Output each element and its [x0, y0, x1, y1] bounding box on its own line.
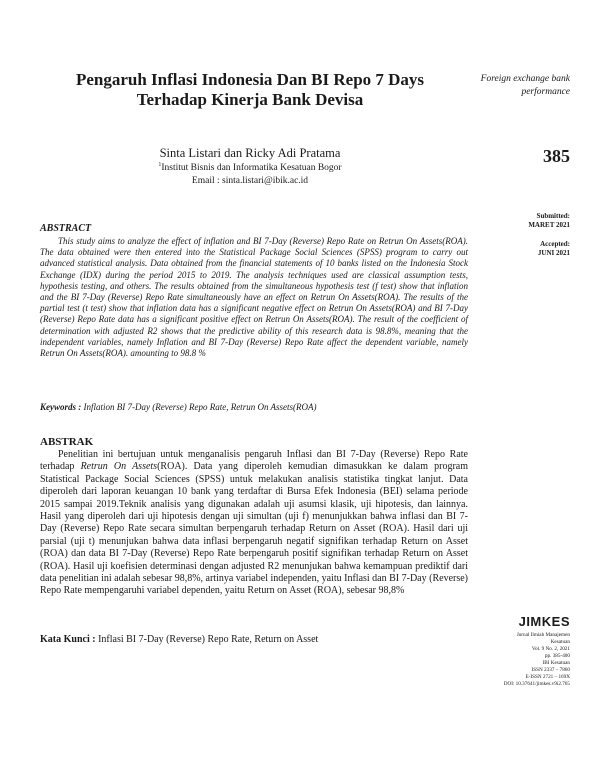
journal-info-line: Jurnal Ilmiah Manajemen: [516, 632, 570, 638]
running-title: [440, 73, 570, 99]
keywords-en-text: Inflation BI 7-Day (Reverse) Repo Rate, Retrun On Assets(ROA): [83, 402, 317, 412]
journal-name: JIMKES: [518, 614, 570, 629]
journal-info-line: IBI Kesatuan: [542, 660, 570, 666]
journal-info-line: Vol. 9 No. 2, 2021: [531, 646, 570, 652]
abstrak-body-part-1: Penelitian ini bertujuan untuk menganalisis pengaruh Inflasi dan BI 7-Day (Reverse) Repo Rate terhadap: [40, 449, 468, 473]
running-title-line-2: performance: [521, 87, 570, 97]
submitted-date: [490, 212, 570, 230]
abstrak-body: [40, 449, 468, 598]
abstract-heading: ABSTRACT: [40, 223, 92, 234]
keywords-id-label: Kata Kunci :: [40, 634, 96, 645]
author-names: Sinta Listari dan Ricky Adi Pratama: [159, 146, 341, 160]
accepted-date: [490, 240, 570, 258]
accepted-value: JUNI 2021: [537, 249, 570, 257]
accepted-label: Accepted:: [540, 240, 570, 248]
abstrak-body-italic: Retrun On Assets: [80, 461, 158, 473]
journal-info-line: ISSN 2337 – 7860: [531, 667, 570, 673]
journal-info-line[interactable]: DOI: 10.37641/jimkes.v9i2.765: [503, 681, 570, 687]
page-number: 385: [543, 146, 570, 166]
author-email[interactable]: Email : sinta.listari@ibik.ac.id: [191, 176, 309, 186]
abstrak-body-part-2: (ROA). Data yang diperoleh kemudian dimasukkan ke dalam program Statistical Package Social Sciences (SPSS) untuk melakukan analisis statistika tingkat lanjut. Data diperoleh dari laporan keuangan 10 bank yang terdaftar di Bursa Efek Indonesia (BEI) selama periode 2015 sampai 2019.Teknik analisis yang digunakan adalah uji asumsi klasik, uji hipotesis, dan lainnya. Hasil yang diperoleh dari uji hipotesis dengan uji simultan (uji f) menunjukkan bahwa inflasi dan BI 7-Day (Reverse) Repo Rate secara simultan berpengaruh terhadap Return on Asset (ROA). Hasil dari uji parsial (uji t) menunjukan bahwa data inflasi berpengaruh negatif signifikan terhadap Return on Asset (ROA) dan data BI 7-Day (Reverse) Repo Rate berpengaruh positif signifikan terhadap Return on Asset (ROA). Hasil uji koefisien determinasi dengan adjusted R2 menunjukan bahwa kemampuan prediktif dari data penelitian ini adalah sebesar 98,8%, artinya variabel independen, yaitu Inflasi dan BI 7-Day (Reverse) Repo Rate mempengaruhi variabel dependen, yaitu Return on Asset (ROA), sebesar 98,8%: [40, 461, 468, 597]
journal-info-line: pp. 385-400: [544, 653, 570, 659]
submitted-value: MARET 2021: [528, 221, 570, 229]
title-line-2: Terhadap Kinerja Bank Devisa: [136, 90, 364, 109]
journal-info: [470, 632, 570, 688]
title-line-1: Pengaruh Inflasi Indonesia Dan BI Repo 7 Days: [75, 70, 425, 89]
keywords-id: [40, 634, 470, 645]
abstract-body: This study aims to analyze the effect of inflation and BI 7-Day (Reverse) Repo Rate on Retrun On Assets(ROA). The data obtained were then entered into the Statistical Package Social Sciences (SPSS) program to carry out advanced statistical analysis. Data obtained from the financial statements of 10 banks listed on the Indonesia Stock Exchange (IDX) during the period 2015 to 2019. The analysis techniques used are classical assumption tests, hypothesis testing, and others. The results obtained from the simultaneous hypothesis test (f test) show that inflation and the BI 7-Day (Reverse) Repo Rate simultaneously have an effect on Retrun On Assets(ROA). The results of the partial test (t test) show that inflation data has a significant negative effect on Retrun On Assets(ROA) and BI 7-Day (Reverse) Repo Rate data has a significant positive effect on Retrun On Assets(ROA). The result of the coefficient of determination with adjusted R2 shows that the predictive ability of this research data is 98.8%, meaning that the independent variables, namely Inflation and BI 7-Day (Reverse) Repo Rate affect the dependent variable, namely Retrun On Assets(ROA). amounting to 98.8 %: [40, 236, 468, 359]
keywords-en: [40, 402, 470, 412]
affiliation-mark: 1: [158, 162, 162, 168]
abstrak-heading: ABSTRAK: [40, 436, 94, 448]
submitted-label: Submitted:: [536, 212, 570, 220]
paper-title: [60, 70, 440, 110]
running-title-line-1: Foreign exchange bank: [480, 74, 570, 84]
journal-info-line: Kesatuan: [550, 639, 570, 645]
affiliation-text: Institut Bisnis dan Informatika Kesatuan Bogor: [161, 163, 342, 174]
keywords-en-label: Keywords :: [40, 402, 82, 412]
journal-info-line: E-ISSN 2721 – 169X: [525, 674, 570, 680]
author-affiliation: [60, 162, 440, 173]
keywords-id-text: Inflasi BI 7-Day (Reverse) Repo Rate, Return on Asset: [98, 634, 319, 645]
